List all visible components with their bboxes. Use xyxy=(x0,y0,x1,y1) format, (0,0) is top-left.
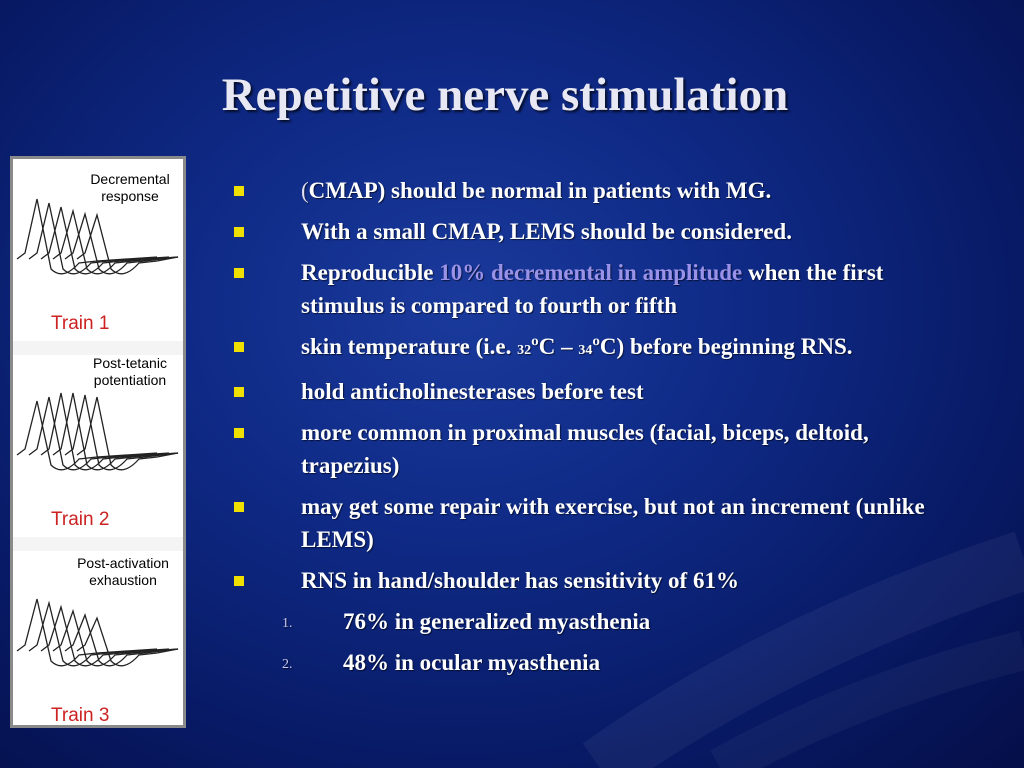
panel1-caption xyxy=(75,171,185,205)
bullet-reproducible-post: when the first stimulus is compared to fourth or fifth xyxy=(301,260,884,318)
slide-title: Repetitive nerve stimulation xyxy=(221,69,789,121)
emg-trace xyxy=(53,211,178,274)
bullet-cmap-text: CMAP) should be normal in patients with MG. xyxy=(308,178,772,203)
bullet-square-icon xyxy=(234,342,244,352)
panel3-caption-line2: exhaustion xyxy=(89,572,157,588)
bullet-reproducible-highlight: 10% decremental in amplitude xyxy=(439,260,743,285)
emg-trace xyxy=(17,401,157,470)
bullet-square-icon xyxy=(234,387,244,397)
panel2-train-label: Train 2 xyxy=(51,509,110,530)
subitem-ocular-text: 48% in ocular myasthenia xyxy=(343,650,601,675)
temp-pre: skin temperature (i.e. xyxy=(301,334,518,359)
panel1-caption-line1: Decremental xyxy=(90,171,170,187)
temp-post: ºC) before beginning RNS. xyxy=(592,334,853,359)
bullet-proximal-muscles xyxy=(232,416,972,482)
bullet-exercise xyxy=(232,490,972,556)
bullet-list xyxy=(232,174,972,687)
emg-trace xyxy=(65,214,178,274)
bullet-small-cmap xyxy=(232,215,972,248)
panel3-train-label: Train 3 xyxy=(51,705,110,726)
bullet-cmap-open-paren: ( xyxy=(301,178,309,203)
panel1-train-label: Train 1 xyxy=(51,313,110,334)
bullet-proximal-muscles-text: more common in proximal muscles (facial, biceps, deltoid, trapezius) xyxy=(301,420,869,478)
bullet-exercise-text: may get some repair with exercise, but not an increment (unlike LEMS) xyxy=(301,494,925,552)
emg-trace xyxy=(65,615,178,666)
bullet-square-icon xyxy=(234,502,244,512)
rns-traces-figure xyxy=(10,156,186,728)
traces-svg xyxy=(13,159,183,725)
bullet-cmap xyxy=(232,174,972,207)
subitem-generalized xyxy=(232,605,972,638)
bullet-small-cmap-text: With a small CMAP, LEMS should be considered. xyxy=(301,219,792,244)
panel-separator xyxy=(13,341,183,355)
panel2-caption-line1: Post-tetanic xyxy=(93,355,167,371)
emg-trace xyxy=(53,393,178,470)
bullet-sensitivity xyxy=(232,564,972,597)
bullet-square-icon xyxy=(234,186,244,196)
panel2-caption-line2: potentiation xyxy=(93,372,167,388)
subitem-number: 2. xyxy=(282,657,293,672)
bullet-anticholinesterases-text: hold anticholinesterases before test xyxy=(301,379,644,404)
panel1-caption-line2: response xyxy=(101,188,159,204)
emg-trace xyxy=(53,611,178,666)
panel-separator xyxy=(13,537,183,551)
emg-trace xyxy=(77,618,178,666)
bullet-reproducible-pre: Reproducible xyxy=(301,260,440,285)
bullet-square-icon xyxy=(234,268,244,278)
temp-low: 32 xyxy=(517,343,532,358)
panel3-caption-line1: Post-activation xyxy=(77,555,169,571)
bullet-anticholinesterases xyxy=(232,375,972,408)
bullet-square-icon xyxy=(234,576,244,586)
emg-trace xyxy=(17,599,157,666)
subitem-generalized-text: 76% in generalized myasthenia xyxy=(343,609,651,634)
bullet-sensitivity-text: RNS in hand/shoulder has sensitivity of 61% xyxy=(301,568,739,593)
panel3-caption xyxy=(61,555,185,589)
subitem-ocular xyxy=(232,646,972,679)
bullet-reproducible xyxy=(232,256,972,322)
temp-mid: ºC – xyxy=(531,334,579,359)
bullet-square-icon xyxy=(234,428,244,438)
panel2-caption xyxy=(75,355,185,389)
bullet-square-icon xyxy=(234,227,244,237)
subitem-number: 1. xyxy=(282,616,293,631)
temp-high: 34 xyxy=(578,343,593,358)
bullet-skin-temperature xyxy=(232,330,972,367)
